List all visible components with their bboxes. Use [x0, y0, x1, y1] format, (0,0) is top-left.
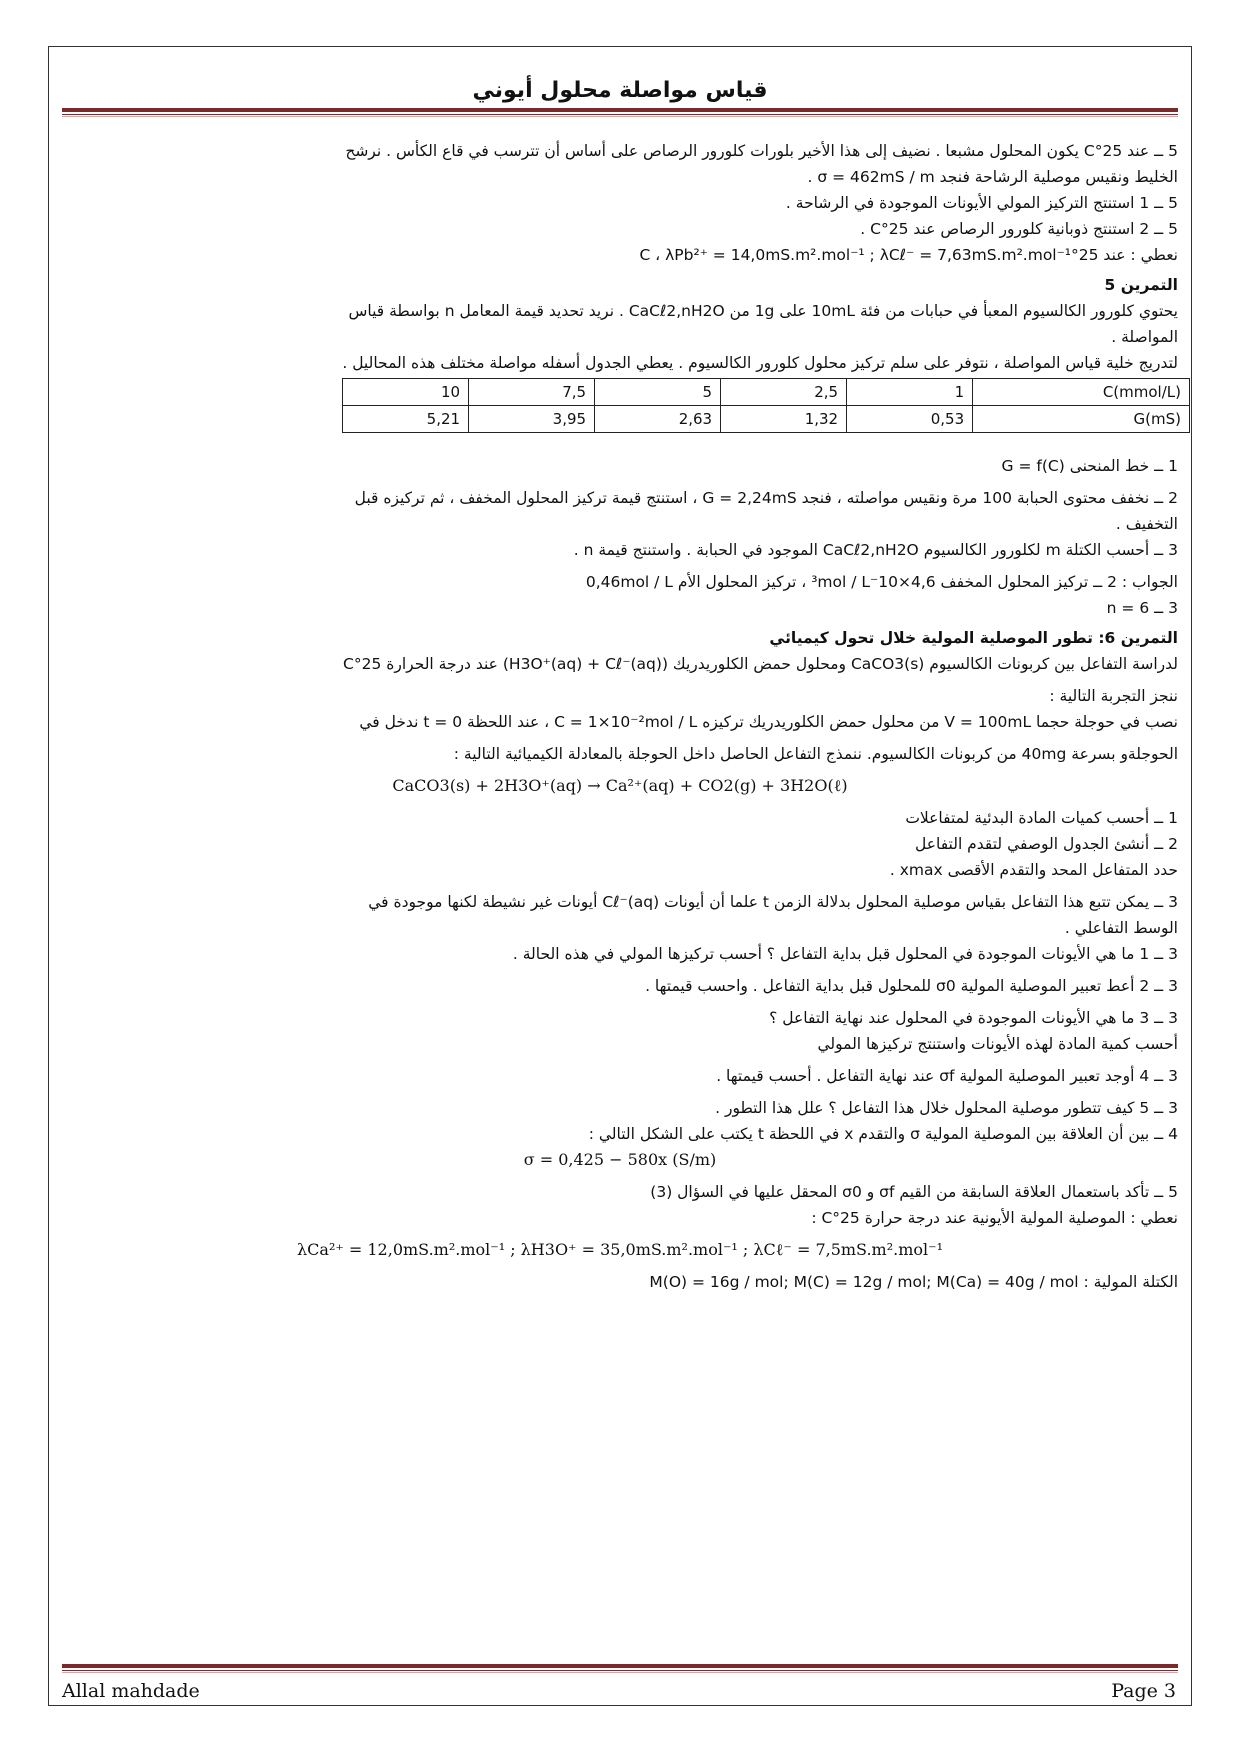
table-cell: 5,21 — [343, 406, 469, 433]
table-row — [343, 406, 1190, 433]
exercise-6-question-3-4: 3 ــ 4 أوجد تعبير الموصلية المولية σf عند نهاية التفاعل . أحسب قيمتها . — [716, 1067, 1178, 1085]
table-cell: G(mS) — [973, 406, 1190, 433]
table-cell: 1 — [847, 379, 973, 406]
exercise-6-question-3b: الوسط التفاعلي . — [1064, 919, 1178, 937]
conductivity-relation: σ = 0,425 − 580x (S/m) — [523, 1150, 717, 1169]
exercise-5-question-1: 1 ــ خط المنحنى G = f(C) — [1001, 457, 1178, 475]
molar-conductivities: λCa²⁺ = 12,0mS.m².mol⁻¹ ; λH3O⁺ = 35,0mS.m².mol⁻¹ ; λCℓ⁻ = 7,5mS.m².mol⁻¹ — [297, 1240, 943, 1259]
exercise-6-question-5: 5 ــ تأكد باستعمال العلاقة السابقة من القيم σf و σ0 المحقل عليها في السؤال (3) — [650, 1183, 1178, 1201]
exercise-6-intro-2: ننجز التجربة التالية : — [1049, 687, 1178, 705]
exercise-6-question-3a: 3 ــ يمكن تتبع هذا التفاعل بقياس موصلية المحلول بدلالة الزمن t علما أن أيونات Cℓ⁻(aq) أيونات غير نشيطة لكنها موجودة في — [368, 893, 1178, 911]
part5-line-2: الخليط ونقيس موصلية الرشاحة فنجد σ = 462mS / m . — [807, 168, 1178, 186]
exercise-5-intro-2: المواصلة . — [1111, 328, 1178, 346]
table-cell: 3,95 — [469, 406, 595, 433]
exercise-6-intro-3: نصب في حوجلة حجما V = 100mL من محلول حمض الكلوريدريك تركيزه C = 1×10⁻²mol / L ، عند اللحظة t = 0 ندخل في — [359, 713, 1178, 731]
exercise-6-question-3-5: 3 ــ 5 كيف تتطور موصلية المحلول خلال هذا التفاعل ؟ علل هذا التطور . — [715, 1099, 1178, 1117]
exercise-6-intro-1: لدراسة التفاعل بين كربونات الكالسيوم CaCO3(s) ومحلول حمض الكلوريدريك (H3O⁺(aq) + Cℓ⁻(aq)) عند درجة الحرارة 25°C — [343, 655, 1178, 673]
exercise-6-question-2: 2 ــ أنشئ الجدول الوصفي لتقدم التفاعل — [915, 835, 1178, 853]
exercise-5-answer-1: الجواب : 2 ــ تركيز المحلول المخفف 4,6×10⁻³mol / L ، تركيز المحلول الأم 0,46mol / L — [585, 573, 1178, 591]
exercise-6-question-3-1: 3 ــ 1 ما هي الأيونات الموجودة في المحلول قبل بداية التفاعل ؟ أحسب تركيزها المولي في هذه الحالة . — [512, 945, 1178, 963]
given-heading: نعطي : الموصلية المولية الأيونية عند درجة حرارة 25°C : — [811, 1209, 1178, 1227]
title-rule — [62, 108, 1178, 118]
exercise-6-question-1: 1 ــ أحسب كميات المادة البدئية لمتفاعلات — [905, 809, 1178, 827]
part5-question-1: 5 ــ 1 استنتج التركيز المولي الأيونات الموجودة في الرشاحة . — [785, 194, 1178, 212]
part5-question-2: 5 ــ 2 استنتج ذوبانية كلورور الرصاص عند 25°C . — [860, 220, 1178, 238]
exercise-5-heading: التمرين 5 — [1104, 276, 1178, 294]
exercise-5-intro-1: يحتوي كلورور الكالسيوم المعبأ في حبابات من فئة 10mL على 1g من CaCℓ2,nH2O . نريد تحديد قيمة المعامل n بواسطة قياس — [348, 302, 1178, 320]
molar-masses: الكتلة المولية : M(O) = 16g / mol; M(C) = 12g / mol; M(Ca) = 40g / mol — [649, 1273, 1178, 1291]
exercise-6-intro-4: الحوجلةو بسرعة 40mg من كربونات الكالسيوم. ننمذج التفاعل الحاصل داخل الحوجلة بالمعادلة الكيميائية التالية : — [453, 745, 1178, 763]
footer-rule — [62, 1664, 1178, 1674]
page-title: قياس مواصلة محلول أيوني — [472, 78, 768, 103]
exercise-6-question-2b: حدد المتفاعل المحد والتقدم الأقصى xmax . — [889, 861, 1178, 879]
table-cell: 2,5 — [721, 379, 847, 406]
table-cell: 10 — [343, 379, 469, 406]
exercise-5-question-2a: 2 ــ نخفف محتوى الحبابة 100 مرة ونقيس مواصلته ، فنجد G = 2,24mS ، استنتج قيمة تركيز المحلول المخفف ، ثم تركيزه قبل — [354, 489, 1178, 507]
part5-given: نعطي : عند 25°C ، λPb²⁺ = 14,0mS.m².mol⁻¹ ; λCℓ⁻ = 7,63mS.m².mol⁻¹ — [639, 246, 1178, 264]
exercise-5-question-3: 3 ــ أحسب الكتلة m لكلورور الكالسيوم CaCℓ2,nH2O الموجود في الحبابة . واستنتج قيمة n . — [573, 541, 1178, 559]
table-cell: 0,53 — [847, 406, 973, 433]
exercise-6-question-3-2: 3 ــ 2 أعط تعبير الموصلية المولية σ0 للمحلول قبل بداية التفاعل . واحسب قيمتها . — [645, 977, 1178, 995]
table-cell: C(mmol/L) — [973, 379, 1190, 406]
footer-author: Allal mahdade — [62, 1680, 200, 1702]
table-cell: 1,32 — [721, 406, 847, 433]
footer-page-number: Page 3 — [1111, 1680, 1176, 1702]
exercise-5-intro-3: لتدريج خلية قياس المواصلة ، نتوفر على سلم تركيز محلول كلورور الكالسيوم . يعطي الجدول أسفله مواصلة مختلف هذه المحاليل . — [342, 354, 1178, 372]
exercise-5-answer-2: 3 ــ n = 6 — [1106, 599, 1178, 617]
reaction-equation: CaCO3(s) + 2H3O⁺(aq) → Ca²⁺(aq) + CO2(g) + 3H2O(ℓ) — [392, 776, 848, 795]
table-cell: 5 — [595, 379, 721, 406]
exercise-6-question-3-3: 3 ــ 3 ما هي الأيونات الموجودة في المحلول عند نهاية التفاعل ؟ — [769, 1009, 1178, 1027]
exercise-6-question-3-3b: أحسب كمية المادة لهذه الأيونات واستنتج تركيزها المولي — [817, 1035, 1178, 1053]
table-cell: 2,63 — [595, 406, 721, 433]
exercise-6-question-4: 4 ــ بين أن العلاقة بين الموصلية المولية σ والتقدم x في اللحظة t يكتب على الشكل التالي : — [588, 1125, 1178, 1143]
part5-line-1: 5 ــ عند 25°C يكون المحلول مشبعا . نضيف إلى هذا الأخير بلورات كلورور الرصاص على أساس أن تترسب في قاع الكأس . نرشح — [345, 142, 1178, 160]
exercise-6-heading: التمرين 6: تطور الموصلية المولية خلال تحول كيميائي — [769, 629, 1178, 647]
conductance-table — [342, 378, 1190, 433]
table-cell: 7,5 — [469, 379, 595, 406]
document-body — [62, 138, 1181, 1295]
exercise-5-question-2b: التخفيف . — [1115, 515, 1178, 533]
table-row — [343, 379, 1190, 406]
